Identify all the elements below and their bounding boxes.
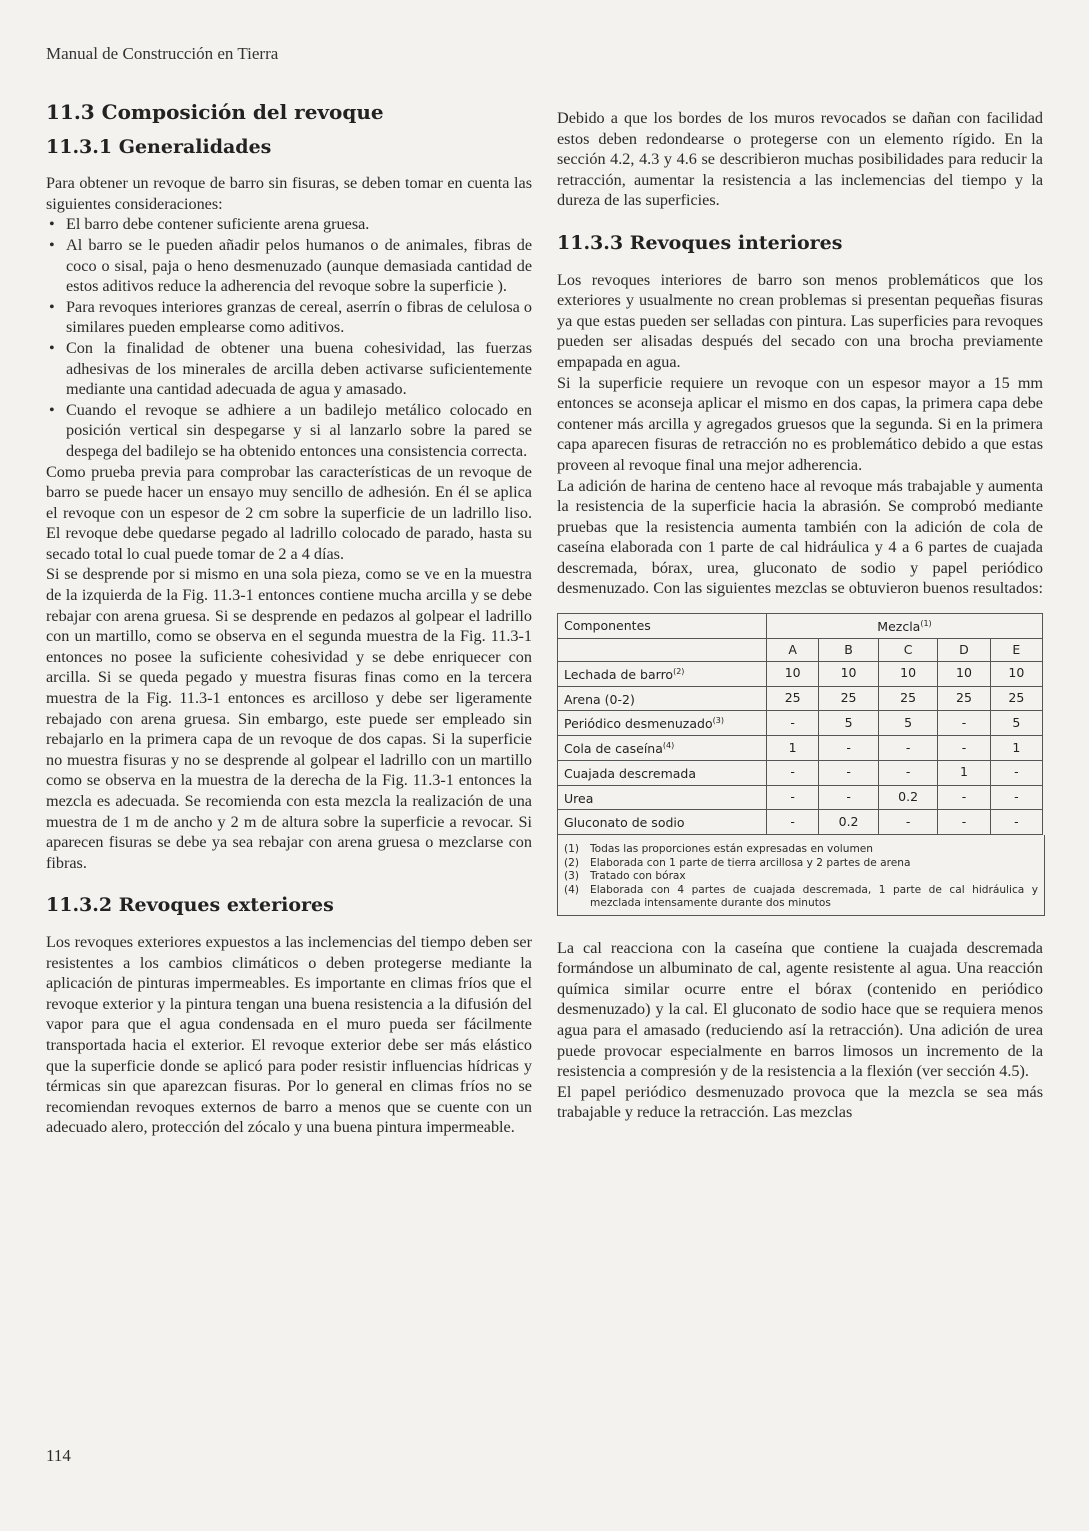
table-cell: 10 [767, 661, 819, 686]
table-cell: 25 [938, 686, 990, 711]
note-text: Elaborada con 4 partes de cuajada descremada, 1 parte de cal hidráulica y mezclada intensamente durante dos minutos [590, 883, 1038, 910]
table-cell: 1 [990, 736, 1042, 761]
row-label-text: Cola de caseína [564, 741, 663, 757]
table-cell: 10 [938, 661, 990, 686]
list-item: • Con la finalidad de obtener una buena cohesividad, las fuerzas adhesivas de los minerales de arcilla deben activarse suficientemente mediante una cantidad adecuada de agua y amasado. [46, 338, 532, 400]
intro-paragraph: Para obtener un revoque de barro sin fisuras, se deben tomar en cuenta las siguientes consideraciones: [46, 174, 532, 213]
table-cell: - [878, 810, 938, 835]
table-cell: - [938, 785, 990, 810]
table-cell: 5 [990, 711, 1042, 736]
table-cell: 25 [990, 686, 1042, 711]
table-note [564, 857, 1038, 871]
table-note [564, 870, 1038, 884]
table-cell: - [990, 810, 1042, 835]
table-note [564, 884, 1038, 911]
header-components: Componentes [558, 614, 767, 639]
table-cell: - [878, 760, 938, 785]
column-header: D [938, 638, 990, 661]
section-title: 11.3 Composición del revoque [46, 100, 384, 124]
paragraph: La adición de harina de centeno hace al revoque más trabajable y aumenta la resistencia de la superficie hacia la abrasión. Se comprobó mediante pruebas que la resistencia aumenta también con la adición de cola de caseína elaborada con 1 parte de cal hidráulica y 4 a 6 partes de cuajada descremada, bórax, urea, gluconato de sodio y papel periódico desmenuzado. Con las siguientes mezclas se obtuvieron buenos resultados: [557, 476, 1043, 598]
table-cell: - [767, 785, 819, 810]
table-cell: 1 [767, 736, 819, 761]
table-note [564, 843, 1038, 857]
row-label [558, 785, 767, 810]
table-cell: 0.2 [819, 810, 879, 835]
table-columns-row [558, 638, 1043, 661]
note-number: (3) [564, 870, 580, 883]
table-cell: 25 [878, 686, 938, 711]
paragraph: Los revoques exteriores expuestos a las inclemencias del tiempo deben ser resistentes a los cambios climáticos o deben protegerse mediante la aplicación de pinturas impermeables. Es importante en climas fríos que el revoque exterior y la pintura tengan una buena resistencia a la difusión del vapor para que el agua condensada en el muro pueda ser fácilmente transportada hacia el exterior. El revoque exterior debe ser más elástico que la superficie donde se aplicó para poder resistir influencias hídricas y térmicas sin que aparezcan fisuras. Por lo general en climas fríos no se recomiendan revoques externos de barro a menos que se cuente con un adecuado alero, protección del zócalo y una buena pintura impermeable. [46, 932, 532, 1137]
table-cell: 10 [819, 661, 879, 686]
list-item: • El barro debe contener suficiente arena gruesa. [46, 214, 532, 235]
table-cell: 0.2 [878, 785, 938, 810]
table-cell: - [819, 785, 879, 810]
table-cell: 25 [767, 686, 819, 711]
row-label [558, 760, 767, 785]
table-row [558, 686, 1043, 711]
paragraph: Debido a que los bordes de los muros revocados se dañan con facilidad estos deben redondearse o protegerse con un elemento rígido. En la sección 4.2, 4.3 y 4.6 se describieron muchas posibilidades para reducir la retracción, aumentar la resistencia a las inclemencias del tiempo y la dureza de las superficies. [557, 109, 1043, 210]
table-cell: - [819, 736, 879, 761]
row-label-text: Periódico desmenuzado [564, 716, 713, 732]
table-header-row [558, 614, 1043, 639]
considerations-list [46, 214, 532, 461]
table-cell: - [990, 760, 1042, 785]
row-label-text: Lechada de barro [564, 666, 674, 682]
row-label-text: Cuajada descremada [564, 765, 697, 781]
table-cell: - [767, 810, 819, 835]
table-cell: - [938, 711, 990, 736]
paragraph: Si la superficie requiere un revoque con un espesor mayor a 15 mm entonces se aconseja aplicar el mismo en dos capas, la primera capa debe contener más arcilla y agregados gruesos que la segunda. Si en la primera capa aparecen fisuras de retracción no es problemático debido a que estas proveen al revoque final una mejor adherencia. [557, 373, 1043, 474]
table-cell: 25 [819, 686, 879, 711]
table-row [558, 810, 1043, 835]
table-row [558, 661, 1043, 686]
table-cell: - [767, 711, 819, 736]
table-row [558, 785, 1043, 810]
table-cell: - [767, 760, 819, 785]
table-cell: - [878, 736, 938, 761]
row-label-text: Urea [564, 790, 594, 806]
list-item: • Cuando el revoque se adhiere a un badilejo metálico colocado en posición vertical sin despegarse y si al lanzarlo sobre la pared se despega del badilejo se ha obtenido entonces una consistencia correcta. [46, 400, 532, 462]
paragraph: Como prueba previa para comprobar las características de un revoque de barro se puede hacer un ensayo muy sencillo de adhesión. En él se aplica el revoque con un espesor de 2 cm sobre la superficie de un ladrillo liso. El revoque debe quedarse pegado al ladrillo colocado de parado, hasta su secado total lo cual puede tomar de 2 a 4 días. [46, 462, 532, 563]
row-label [558, 736, 767, 761]
paragraph: La cal reacciona con la caseína que contiene la cuajada descremada formándose un albuminato de cal, agente resistente al agua. Una reacción química similar ocurre entre el bórax (contenido en periódico desmenuzado) y la cal. El gluconato de sodio hace que se requiera menos agua para el amasado (reduciendo así la retracción). Una adición de urea puede provocar especialmente en barros limosos un incremento de la resistencia a compresión y de la resistencia a la flexión (ver sección 4.5). [557, 938, 1043, 1081]
mix-table [557, 613, 1043, 835]
mix-table-container [557, 613, 1043, 916]
list-item: • Para revoques interiores granzas de cereal, aserrín o fibras de celulosa o similares pueden emplearse como aditivos. [46, 297, 532, 338]
paragraph: Los revoques interiores de barro son menos problemáticos que los exteriores y usualmente no crean problemas si presentan pequeñas fisuras ya que estas pueden ser selladas con pintura. Las superficies para revoques pueden ser alisadas después del secado con una brocha previamente empapada en agua. [557, 270, 1043, 371]
table-notes [557, 835, 1045, 916]
column-header: E [990, 638, 1042, 661]
column-header: B [819, 638, 879, 661]
note-number: (4) [564, 883, 580, 896]
right-column [557, 108, 1043, 1123]
table-row [558, 760, 1043, 785]
left-column [46, 102, 532, 1138]
running-head: Manual de Construcción en Tierra [46, 44, 279, 63]
header-mix [767, 614, 1043, 639]
footnote-ref: (4) [662, 741, 675, 751]
header-mix-label: Mezcla [877, 619, 921, 635]
table-cell: - [938, 810, 990, 835]
footnote-ref: (3) [712, 716, 724, 726]
row-label [558, 686, 767, 711]
row-label [558, 810, 767, 835]
table-cell: 10 [990, 661, 1042, 686]
table-cell: 10 [878, 661, 938, 686]
footnote-ref: (1) [920, 619, 932, 629]
table-cell: - [819, 760, 879, 785]
subsection-title-interiores: 11.3.3 Revoques interiores [557, 231, 843, 254]
footnote-ref: (2) [673, 666, 685, 676]
table-cell: - [990, 785, 1042, 810]
table-cell: 5 [878, 711, 938, 736]
page-number: 114 [46, 1446, 71, 1465]
note-number: (1) [564, 843, 580, 856]
subsection-title-generalidades: 11.3.1 Generalidades [46, 135, 272, 158]
note-number: (2) [564, 856, 580, 869]
table-cell: 5 [819, 711, 879, 736]
list-item: • Al barro se le pueden añadir pelos humanos o de animales, fibras de coco o sisal, paja o heno desmenuzado (aunque demasiada cantidad de estos aditivos reduce la adherencia del revoque sobre la superficie ). [46, 235, 532, 297]
table-row [558, 711, 1043, 736]
table-cell: - [938, 736, 990, 761]
column-header: C [878, 638, 938, 661]
table-cell [558, 638, 767, 661]
paragraph: Si se desprende por si mismo en una sola pieza, como se ve en la muestra de la izquierda de la Fig. 11.3-1 entonces contiene mucha arcilla y se debe rebajar con arena gruesa. Si se desprende en pedazos al golpear el ladrillo con un martillo, como se observa en el segunda muestra de la Fig. 11.3-1 entonces no posee la suficiente cohesividad y se debe enriquecer con arcilla. Si se queda pegado y muestra fisuras finas como en la tercera muestra de la Fig. 11.3-1 entonces es arcilloso y debe ser ligeramente rebajado con arena gruesa. Sin embargo, este puede ser empleado sin rebajarlo en la primera capa de un revoque de dos capas. Si la superficie no muestra fisuras y no se desprende al golpear el ladrillo con un martillo como se observa en la muestra de la derecha de la Fig. 11.3-1 entonces la mezcla es adecuada. Se recomienda con esta mezcla la realización de una muestra de 1 m de ancho y 2 m de altura sobre la superficie a revocar. Si aparecen fisuras se debe ya sea rebajar con arena gruesa o mezclarse con fibras. [46, 565, 532, 872]
note-text: Tratado con bórax [590, 870, 686, 883]
table-row [558, 736, 1043, 761]
subsection-title-exteriores: 11.3.2 Revoques exteriores [46, 894, 334, 917]
note-text: Todas las proporciones están expresadas en volumen [590, 843, 874, 856]
column-header: A [767, 638, 819, 661]
table-cell: 1 [938, 760, 990, 785]
row-label-text: Arena (0-2) [564, 691, 635, 707]
paragraph: El papel periódico desmenuzado provoca que la mezcla se sea más trabajable y reduce la retracción. Las mezclas [557, 1082, 1043, 1122]
row-label [558, 661, 767, 686]
row-label [558, 711, 767, 736]
row-label-text: Gluconato de sodio [564, 815, 685, 831]
note-text: Elaborada con 1 parte de tierra arcillosa y 2 partes de arena [590, 856, 911, 869]
